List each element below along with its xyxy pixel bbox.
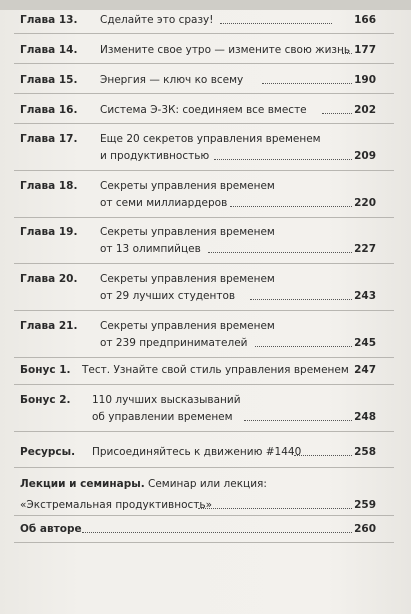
toc-label: Глава 19.: [20, 226, 78, 238]
divider: [14, 515, 394, 516]
toc-title-line: «Экстремальная продуктивность»: [20, 499, 213, 511]
toc-title-line: Измените свое утро — измените свою жизнь: [100, 44, 351, 56]
toc-page-number: 220: [354, 197, 376, 209]
toc-page-number: 243: [354, 290, 376, 302]
toc-page-number: 227: [354, 243, 376, 255]
toc-title-line: от 13 олимпийцев: [100, 243, 201, 255]
toc-label: Глава 21.: [20, 320, 78, 332]
dot-leader: [294, 455, 352, 456]
divider: [14, 431, 394, 432]
toc-title-line: от 29 лучших студентов: [100, 290, 236, 302]
toc-label: Бонус 1.: [20, 364, 71, 376]
toc-label: Ресурсы.: [20, 446, 76, 458]
toc-page-number: 245: [354, 337, 376, 349]
toc-page-number: 260: [354, 523, 376, 535]
toc-page-number: 258: [354, 446, 376, 458]
toc-title-line: Секреты управления временем: [100, 226, 275, 238]
toc-page-number: 209: [354, 150, 376, 162]
toc-title-line: Энергия — ключ ко всему: [100, 74, 244, 86]
dot-leader: [244, 420, 352, 421]
dot-leader: [230, 206, 352, 207]
divider: [14, 467, 394, 468]
dot-leader: [262, 83, 352, 84]
toc-label: Глава 13.: [20, 14, 78, 26]
toc-title-line: от семи миллиардеров: [100, 197, 228, 209]
dot-leader: [208, 252, 352, 253]
toc-page-number: 166: [354, 14, 376, 26]
toc-label: Глава 17.: [20, 133, 78, 145]
dot-leader: [82, 532, 352, 533]
toc-title-line: и продуктивностью: [100, 150, 210, 162]
divider: [14, 357, 394, 358]
dot-leader: [250, 299, 352, 300]
divider: [14, 310, 394, 311]
toc-label: Глава 14.: [20, 44, 78, 56]
toc-page-number: 259: [354, 499, 376, 511]
dot-leader: [255, 346, 352, 347]
toc-title-line: Еще 20 секретов управления временем: [100, 133, 321, 145]
dot-leader: [220, 23, 332, 24]
toc-title-line: об управлении временем: [92, 411, 233, 423]
divider: [14, 33, 394, 34]
toc-title-line: Сделайте это сразу!: [100, 14, 214, 26]
dot-leader: [214, 159, 352, 160]
divider: [14, 93, 394, 94]
toc-label: Об авторе: [20, 523, 82, 535]
toc-label: Глава 20.: [20, 273, 78, 285]
toc-page-number: 247: [354, 364, 376, 376]
toc-title-line: Секреты управления временем: [100, 320, 275, 332]
divider: [14, 170, 394, 171]
previous-page-edge: [0, 0, 411, 10]
divider: [14, 542, 394, 543]
toc-title-line: Присоединяйтесь к движению #1440: [92, 446, 302, 458]
toc-title-line: Секреты управления временем: [100, 180, 275, 192]
toc-title-line: 110 лучших высказываний: [92, 394, 241, 406]
divider: [14, 63, 394, 64]
toc-label: Глава 18.: [20, 180, 78, 192]
toc-label: Бонус 2.: [20, 394, 71, 406]
divider: [14, 123, 394, 124]
dot-leader: [198, 508, 352, 509]
divider: [14, 384, 394, 385]
dot-leader: [322, 113, 352, 114]
toc-title-line: Система Э-3К: соединяем все вместе: [100, 104, 307, 116]
toc-label: Глава 15.: [20, 74, 78, 86]
toc-page-number: 202: [354, 104, 376, 116]
divider: [14, 263, 394, 264]
toc-title-line: Тест. Узнайте свой стиль управления временем: [82, 364, 349, 376]
toc-page-number: 248: [354, 411, 376, 423]
toc-label: Глава 16.: [20, 104, 78, 116]
toc-title-line: от 239 предпринимателей: [100, 337, 248, 349]
toc-page-number: 177: [354, 44, 376, 56]
toc-title-line: Секреты управления временем: [100, 273, 275, 285]
toc-label: Лекции и семинары.: [20, 478, 145, 490]
toc-page-number: 190: [354, 74, 376, 86]
divider: [14, 217, 394, 218]
dot-leader: [342, 53, 352, 54]
toc-title-line: Семинар или лекция:: [148, 478, 267, 490]
